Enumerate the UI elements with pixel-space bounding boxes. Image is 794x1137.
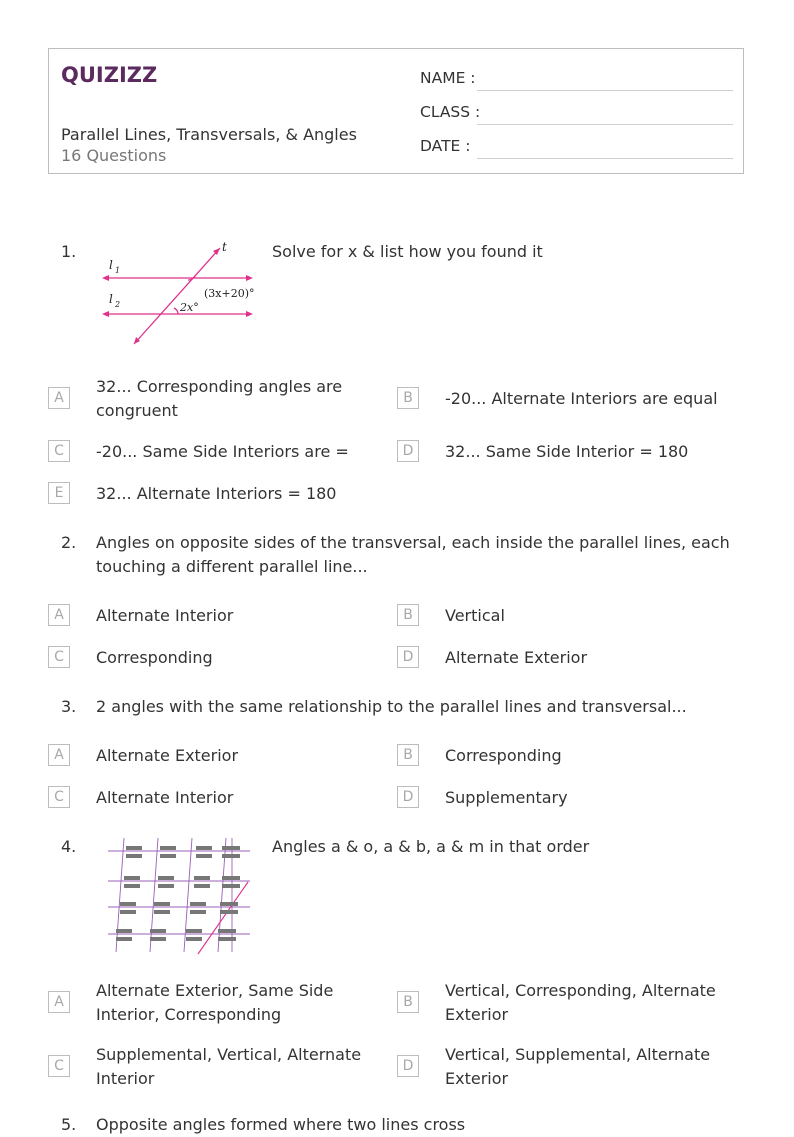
label-l1-sub: 1 [115, 266, 121, 275]
option-text-3a: Alternate Exterior [96, 746, 239, 765]
option-text-2b: Vertical [445, 606, 505, 625]
option-box-2d[interactable]: D [397, 646, 419, 668]
option-text-4d: Vertical, Supplemental, Alternate Exterior [445, 1045, 711, 1088]
option-box-4d[interactable]: D [397, 1055, 419, 1077]
worksheet-title: Parallel Lines, Transversals, & Angles [61, 125, 357, 144]
option-text-1d: 32... Same Side Interior = 180 [445, 442, 689, 461]
option-text-1b: -20... Alternate Interiors are equal [445, 389, 718, 408]
label-angle-2x: 2x° [180, 301, 199, 314]
option-text-2d: Alternate Exterior [445, 648, 588, 667]
option-text-1c: -20... Same Side Interiors are = [96, 442, 349, 461]
question-4-text: Angles a & o, a & b, a & m in that order [272, 837, 590, 856]
diagonal-line [198, 882, 248, 954]
name-label: NAME : [420, 69, 476, 87]
option-text-3b: Corresponding [445, 746, 562, 765]
option-box-4b[interactable]: B [397, 991, 419, 1013]
arrowhead [102, 311, 109, 317]
question-5-number: 5. [61, 1115, 77, 1134]
option-text-4b: Vertical, Corresponding, Alternate Exterior [445, 981, 716, 1024]
date-label: DATE : [420, 137, 471, 155]
label-l2-sub: 2 [115, 300, 121, 309]
question-1-figure [96, 238, 264, 350]
question-2-number: 2. [61, 533, 77, 552]
label-l1: l [109, 258, 113, 272]
option-box-3c[interactable]: C [48, 786, 70, 808]
question-3-number: 3. [61, 697, 77, 716]
logo-wordmark: QUIZIZZ [61, 63, 158, 87]
option-text-3d: Supplementary [445, 788, 568, 807]
option-box-1c[interactable]: C [48, 440, 70, 462]
date-line[interactable] [477, 158, 733, 159]
question-count: 16 Questions [61, 146, 167, 165]
option-box-2b[interactable]: B [397, 604, 419, 626]
option-text-1a: 32... Corresponding angles are congruent [96, 377, 343, 420]
name-field[interactable] [420, 69, 476, 87]
option-box-3a[interactable]: A [48, 744, 70, 766]
class-line[interactable] [477, 124, 733, 125]
angle-labels [116, 846, 240, 941]
question-5-text: Opposite angles formed where two lines cross [96, 1115, 466, 1134]
option-text-4c: Supplemental, Vertical, Alternate Interior [96, 1045, 362, 1088]
option-box-2a[interactable]: A [48, 604, 70, 626]
option-box-3b[interactable]: B [397, 744, 419, 766]
worksheet-header [48, 48, 744, 174]
option-box-3d[interactable]: D [397, 786, 419, 808]
option-text-3c: Alternate Interior [96, 788, 234, 807]
question-4-figure [104, 834, 252, 956]
arrowhead [246, 311, 253, 317]
option-box-1b[interactable]: B [397, 387, 419, 409]
label-angle-3x20: (3x+20)° [204, 287, 255, 300]
question-3-text: 2 angles with the same relationship to the parallel lines and transversal... [96, 697, 687, 716]
option-text-1e: 32... Alternate Interiors = 180 [96, 484, 337, 503]
quizizz-logo [61, 61, 158, 91]
question-1-number: 1. [61, 242, 77, 261]
option-box-2c[interactable]: C [48, 646, 70, 668]
question-1-text: Solve for x & list how you found it [272, 242, 543, 261]
option-box-4a[interactable]: A [48, 991, 70, 1013]
question-4-number: 4. [61, 837, 77, 856]
option-box-1a[interactable]: A [48, 387, 70, 409]
angle-arc [174, 308, 178, 314]
class-label: CLASS : [420, 103, 481, 121]
name-line[interactable] [477, 90, 733, 91]
label-t: t [222, 240, 227, 254]
option-box-1d[interactable]: D [397, 440, 419, 462]
option-text-2a: Alternate Interior [96, 606, 234, 625]
option-box-4c[interactable]: C [48, 1055, 70, 1077]
arrowhead [102, 275, 109, 281]
label-l2: l [109, 292, 113, 306]
date-field[interactable] [420, 137, 470, 155]
option-text-2c: Corresponding [96, 648, 213, 667]
option-text-4a: Alternate Exterior, Same Side Interior, Corresponding [96, 981, 334, 1024]
class-field[interactable] [420, 103, 480, 121]
option-box-1e[interactable]: E [48, 482, 70, 504]
question-2-text: Angles on opposite sides of the transversal, each inside the parallel lines, each touching a different parallel line... [96, 533, 730, 576]
arrowhead [246, 275, 253, 281]
